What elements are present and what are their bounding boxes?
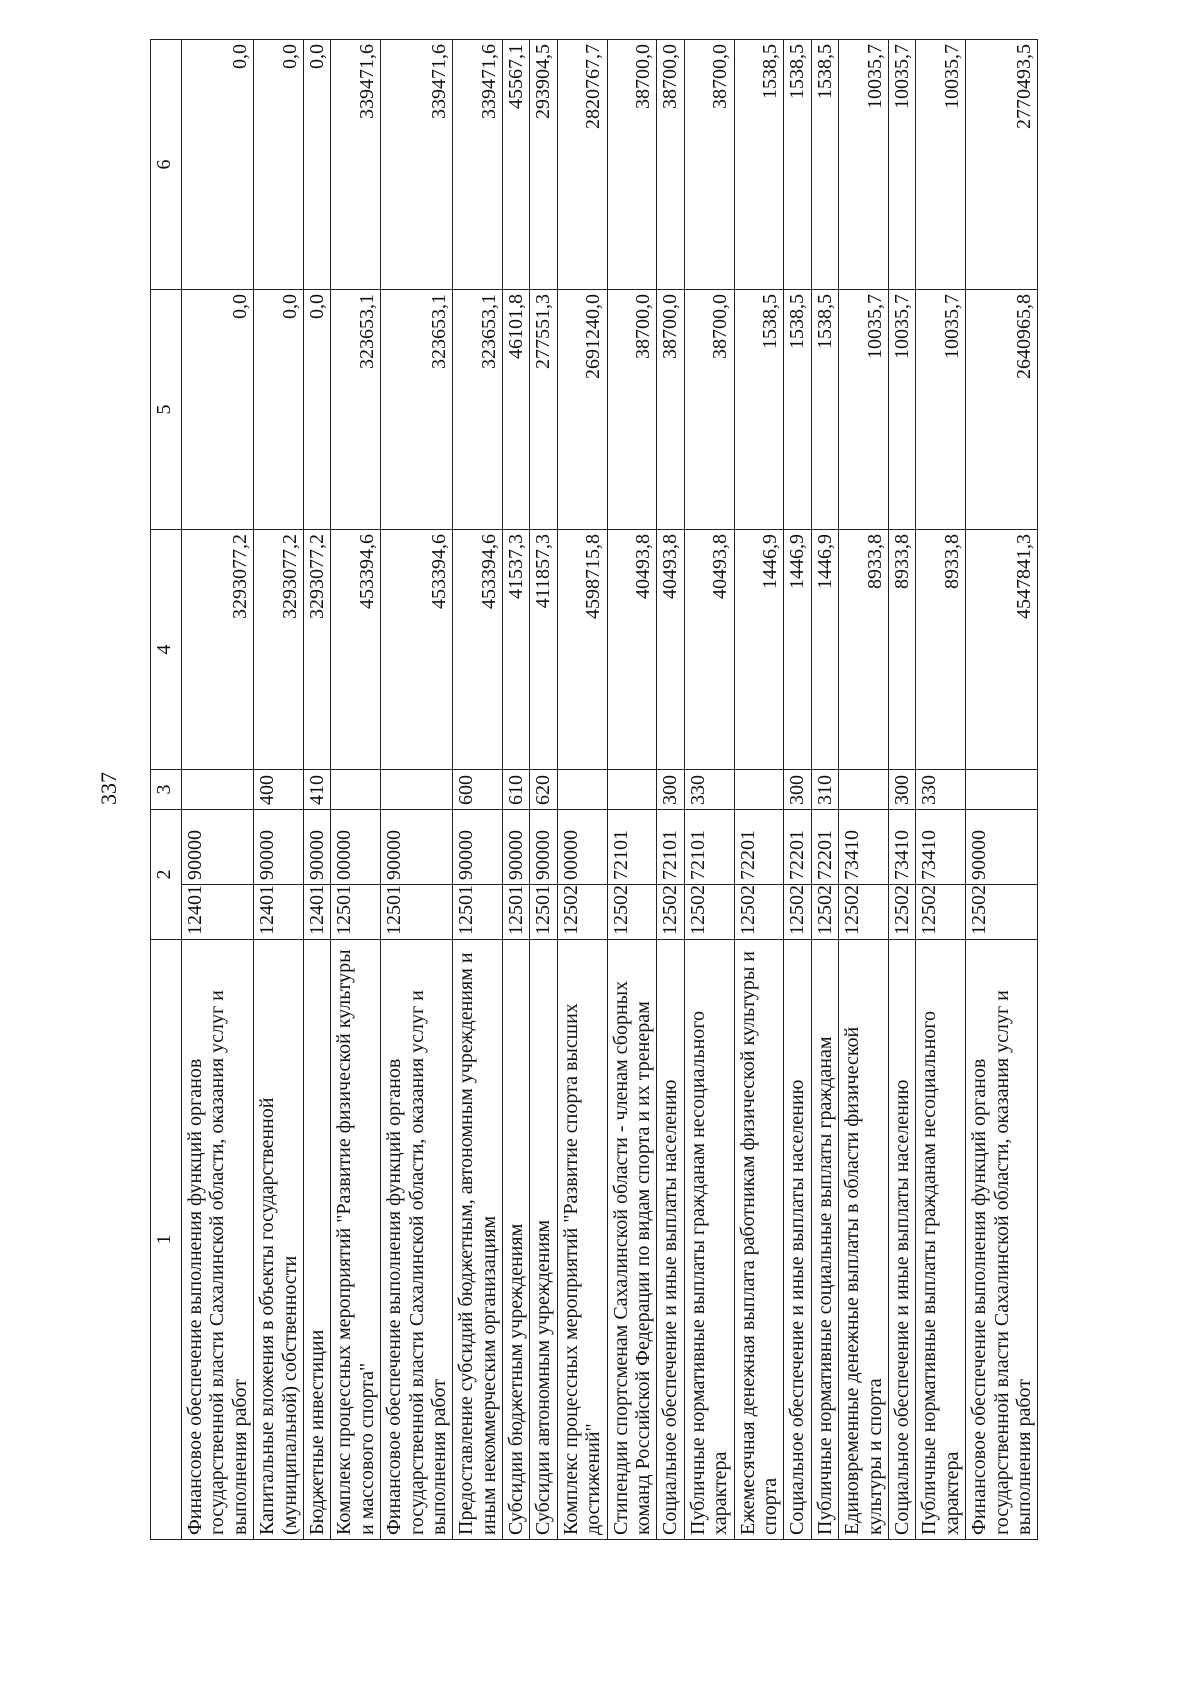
cell-code2: 90000 <box>530 810 557 885</box>
cell-code2: 90000 <box>503 810 530 885</box>
cell-v6: 2820767,7 <box>557 40 607 290</box>
cell-v4: 3293077,2 <box>182 530 254 770</box>
header-cell: 6 <box>151 40 182 290</box>
cell-code1: 12502 <box>607 885 657 940</box>
cell-code2: 90000 <box>303 810 330 885</box>
cell-code1: 12502 <box>839 885 889 940</box>
row-name: Публичные нормативные выплаты гражданам несоциального характера <box>916 940 966 1540</box>
cell-v6: 38700,0 <box>607 40 657 290</box>
cell-v6: 0,0 <box>303 40 330 290</box>
cell-vr <box>839 770 889 810</box>
cell-code1: 12502 <box>557 885 607 940</box>
cell-code2: 73410 <box>916 810 966 885</box>
cell-v6: 45567,1 <box>503 40 530 290</box>
cell-v5: 10035,7 <box>839 290 889 530</box>
cell-v4: 1446,9 <box>811 530 838 770</box>
table-row <box>811 40 838 1540</box>
cell-v4: 1446,9 <box>784 530 811 770</box>
cell-vr <box>734 770 784 810</box>
cell-v4: 8933,8 <box>839 530 889 770</box>
cell-v4: 8933,8 <box>888 530 915 770</box>
cell-code1: 12501 <box>503 885 530 940</box>
cell-code2: 00000 <box>331 810 381 885</box>
table-row <box>182 40 254 1540</box>
cell-code1: 12501 <box>331 885 381 940</box>
cell-code1: 12502 <box>811 885 838 940</box>
cell-v4: 4598715,8 <box>557 530 607 770</box>
cell-v4: 3293077,2 <box>303 530 330 770</box>
cell-vr <box>966 770 1038 810</box>
cell-v4: 1446,9 <box>734 530 784 770</box>
cell-v5: 38700,0 <box>684 290 734 530</box>
table-row <box>530 40 557 1540</box>
cell-v5: 2640965,8 <box>966 290 1038 530</box>
cell-code1: 12501 <box>453 885 503 940</box>
table-row <box>684 40 734 1540</box>
cell-vr: 300 <box>784 770 811 810</box>
row-name: Ежемесячная денежная выплата работникам физической культуры и спорта <box>734 940 784 1540</box>
cell-v4: 40493,8 <box>684 530 734 770</box>
cell-v4: 411857,3 <box>530 530 557 770</box>
cell-v6: 38700,0 <box>684 40 734 290</box>
cell-v5: 1538,5 <box>811 290 838 530</box>
cell-v5: 0,0 <box>254 290 304 530</box>
cell-code2: 72101 <box>607 810 657 885</box>
cell-vr <box>381 770 453 810</box>
budget-table <box>150 39 1038 1540</box>
cell-vr: 300 <box>888 770 915 810</box>
table-row <box>381 40 453 1540</box>
table-row <box>254 40 304 1540</box>
cell-v4: 41537,3 <box>503 530 530 770</box>
cell-vr: 310 <box>811 770 838 810</box>
row-name: Публичные нормативные выплаты гражданам несоциального характера <box>684 940 734 1540</box>
cell-v5: 46101,8 <box>503 290 530 530</box>
table-row <box>916 40 966 1540</box>
header-cell: 1 <box>151 940 182 1540</box>
cell-v5: 0,0 <box>182 290 254 530</box>
cell-v6: 10035,7 <box>888 40 915 290</box>
cell-v4: 3293077,2 <box>254 530 304 770</box>
cell-v6: 1538,5 <box>784 40 811 290</box>
cell-vr: 600 <box>453 770 503 810</box>
row-name: Бюджетные инвестиции <box>303 940 330 1540</box>
cell-code1: 12501 <box>530 885 557 940</box>
cell-vr: 410 <box>303 770 330 810</box>
cell-vr: 330 <box>916 770 966 810</box>
cell-code1: 12401 <box>182 885 254 940</box>
cell-vr <box>607 770 657 810</box>
cell-v5: 38700,0 <box>607 290 657 530</box>
cell-code1: 12502 <box>966 885 1038 940</box>
table-row <box>607 40 657 1540</box>
cell-vr: 330 <box>684 770 734 810</box>
cell-v6: 339471,6 <box>453 40 503 290</box>
row-name: Публичные нормативные социальные выплаты гражданам <box>811 940 838 1540</box>
cell-v5: 277551,3 <box>530 290 557 530</box>
cell-v5: 323653,1 <box>453 290 503 530</box>
row-name: Финансовое обеспечение выполнения функций органов государственной власти Сахалинской области, оказания услуг и выполнения работ <box>381 940 453 1540</box>
cell-v6: 0,0 <box>182 40 254 290</box>
cell-vr: 610 <box>503 770 530 810</box>
rotated-page <box>150 40 1038 1540</box>
row-name: Финансовое обеспечение выполнения функций органов государственной власти Сахалинской области, оказания услуг и выполнения работ <box>182 940 254 1540</box>
cell-code1: 12502 <box>684 885 734 940</box>
cell-vr: 620 <box>530 770 557 810</box>
cell-code2: 90000 <box>182 810 254 885</box>
cell-v6: 10035,7 <box>916 40 966 290</box>
cell-v4: 40493,8 <box>657 530 684 770</box>
table-row <box>734 40 784 1540</box>
cell-v6: 10035,7 <box>839 40 889 290</box>
cell-v5: 1538,5 <box>734 290 784 530</box>
cell-v4: 453394,6 <box>331 530 381 770</box>
cell-code2: 72201 <box>734 810 784 885</box>
cell-code2: 72101 <box>657 810 684 885</box>
cell-v6: 0,0 <box>254 40 304 290</box>
cell-code1: 12502 <box>657 885 684 940</box>
table-row <box>303 40 330 1540</box>
header-cell: 4 <box>151 530 182 770</box>
cell-v4: 4547841,3 <box>966 530 1038 770</box>
cell-code2: 72101 <box>684 810 734 885</box>
row-name: Предоставление субсидий бюджетным, автономным учреждениям и иным некоммерческим организациям <box>453 940 503 1540</box>
cell-v6: 2770493,5 <box>966 40 1038 290</box>
row-name: Комплекс процессных мероприятий "Развитие спорта высших достижений" <box>557 940 607 1540</box>
row-name: Социальное обеспечение и иные выплаты населению <box>657 940 684 1540</box>
cell-v6: 339471,6 <box>331 40 381 290</box>
cell-v4: 40493,8 <box>607 530 657 770</box>
table-body <box>182 40 1038 1540</box>
cell-code1: 12401 <box>254 885 304 940</box>
table-row <box>557 40 607 1540</box>
cell-vr: 300 <box>657 770 684 810</box>
cell-code1: 12502 <box>916 885 966 940</box>
cell-v6: 339471,6 <box>381 40 453 290</box>
cell-v5: 10035,7 <box>888 290 915 530</box>
header-row <box>151 40 182 1540</box>
cell-code1: 12401 <box>303 885 330 940</box>
cell-code2: 72201 <box>784 810 811 885</box>
table-row <box>657 40 684 1540</box>
table-row <box>888 40 915 1540</box>
cell-code2: 00000 <box>557 810 607 885</box>
cell-code2: 73410 <box>888 810 915 885</box>
cell-code1: 12501 <box>381 885 453 940</box>
cell-v5: 0,0 <box>303 290 330 530</box>
table-row <box>503 40 530 1540</box>
cell-v4: 453394,6 <box>453 530 503 770</box>
cell-vr <box>182 770 254 810</box>
table-row <box>453 40 503 1540</box>
cell-v5: 2691240,0 <box>557 290 607 530</box>
row-name: Финансовое обеспечение выполнения функций органов государственной власти Сахалинской области, оказания услуг и выполнения работ <box>966 940 1038 1540</box>
row-name: Стипендии спортсменам Сахалинской области - членам сборных команд Российской Федерации по видам спорта и их тренерам <box>607 940 657 1540</box>
page-number: 337 <box>96 772 121 805</box>
row-name: Субсидии автономным учреждениям <box>530 940 557 1540</box>
cell-v4: 8933,8 <box>916 530 966 770</box>
cell-code2: 90000 <box>254 810 304 885</box>
header-cell: 3 <box>151 770 182 810</box>
row-name: Капитальные вложения в объекты государственной (муниципальной) собственности <box>254 940 304 1540</box>
cell-v6: 293904,5 <box>530 40 557 290</box>
table-row <box>966 40 1038 1540</box>
cell-v6: 1538,5 <box>811 40 838 290</box>
header-cell: 2 <box>151 810 182 940</box>
row-name: Социальное обеспечение и иные выплаты населению <box>888 940 915 1540</box>
cell-code1: 12502 <box>888 885 915 940</box>
cell-code2: 90000 <box>966 810 1038 885</box>
row-name: Комплекс процессных мероприятий "Развитие физической культуры и массового спорта" <box>331 940 381 1540</box>
cell-v5: 10035,7 <box>916 290 966 530</box>
row-name: Субсидии бюджетным учреждениям <box>503 940 530 1540</box>
cell-v5: 1538,5 <box>784 290 811 530</box>
cell-v5: 323653,1 <box>331 290 381 530</box>
table-row <box>839 40 889 1540</box>
row-name: Единовременные денежные выплаты в области физической культуры и спорта <box>839 940 889 1540</box>
cell-code2: 72201 <box>811 810 838 885</box>
cell-code1: 12502 <box>784 885 811 940</box>
cell-v6: 38700,0 <box>657 40 684 290</box>
cell-v5: 38700,0 <box>657 290 684 530</box>
cell-v5: 323653,1 <box>381 290 453 530</box>
cell-v4: 453394,6 <box>381 530 453 770</box>
cell-vr: 400 <box>254 770 304 810</box>
cell-vr <box>557 770 607 810</box>
cell-code2: 90000 <box>453 810 503 885</box>
cell-code1: 12502 <box>734 885 784 940</box>
table-row <box>331 40 381 1540</box>
cell-vr <box>331 770 381 810</box>
cell-v6: 1538,5 <box>734 40 784 290</box>
cell-code2: 73410 <box>839 810 889 885</box>
cell-code2: 90000 <box>381 810 453 885</box>
header-cell: 5 <box>151 290 182 530</box>
row-name: Социальное обеспечение и иные выплаты населению <box>784 940 811 1540</box>
table-row <box>784 40 811 1540</box>
